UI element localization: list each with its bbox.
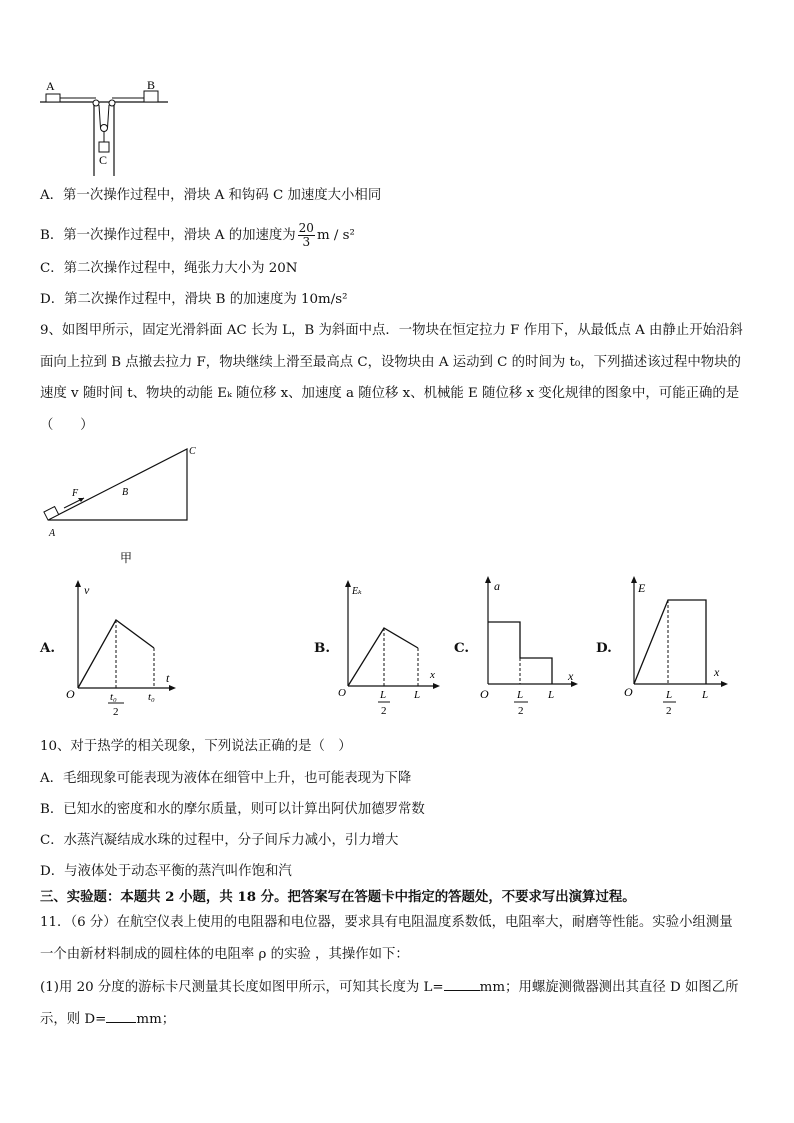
- weight-c: [99, 142, 109, 152]
- answer-blank-diameter[interactable]: [106, 1010, 136, 1023]
- q11-line-3-text-b: mm；用螺旋测微器测出其直径 D 如图乙所: [479, 980, 739, 995]
- label-b: B: [122, 487, 129, 498]
- pulley-moving: [101, 125, 108, 132]
- pulley-figure: [36, 78, 171, 178]
- y-label: a: [494, 579, 500, 593]
- label-f: F: [72, 488, 79, 499]
- tick-half-den: 2: [666, 705, 672, 717]
- y-label: Eₖ: [352, 586, 362, 597]
- graph-a: [62, 578, 187, 718]
- q8-option-d: D．第二次操作过程中，滑块 B 的加速度为 10m/s²: [40, 292, 348, 307]
- graph-a-option: A.: [40, 640, 56, 656]
- curve: [348, 628, 418, 686]
- origin-label: O: [66, 687, 75, 701]
- q8-option-b: [40, 222, 355, 249]
- answer-blank-length[interactable]: [444, 978, 480, 991]
- q11-line-3: [40, 978, 739, 997]
- q11-line-4: [40, 1010, 175, 1029]
- q8-option-b-text: B．第一次操作过程中，滑块 A 的加速度为: [40, 228, 296, 243]
- x-label: x: [714, 665, 720, 679]
- graph-b: [336, 578, 446, 718]
- block-a: [46, 94, 60, 102]
- label-c: C: [99, 153, 108, 167]
- curve: [634, 600, 706, 684]
- graph-c: [476, 574, 586, 718]
- fraction: [298, 222, 315, 249]
- q11-line-2: 一个由新材料制成的圆柱体的电阻率 ρ 的实验 ，其操作如下：: [40, 947, 409, 962]
- label-b: B: [147, 78, 156, 92]
- q11-line-4-text-b: mm；: [136, 1012, 176, 1027]
- origin-label: O: [338, 687, 346, 699]
- section-3-heading: 三、实验题：本题共 2 小题，共 18 分。把答案写在答题卡中指定的答题处，不要求写出演算过程。: [40, 889, 636, 905]
- graph-d-option: D.: [596, 640, 612, 656]
- q9-line-1: 9、如图甲所示，固定光滑斜面 AC 长为 L，B 为斜面中点．一物块在恒定拉力 F 作用下，从最低点 A 由静止开始沿斜: [40, 323, 743, 338]
- q9-line-2: 面向上拉到 B 点撤去拉力 F，物块继续上滑至最高点 C，设物块由 A 运动到 C 的时间为 t₀，下列描述该过程中物块的: [40, 355, 741, 370]
- block-b: [144, 91, 158, 102]
- tick-half-num: L: [666, 689, 673, 701]
- origin-label: O: [480, 687, 489, 701]
- x-label: t: [166, 671, 170, 685]
- q8-option-a: A．第一次操作过程中，滑块 A 和钩码 C 加速度大小相同: [40, 188, 382, 203]
- q9-line-3: 速度 v 随时间 t、物块的动能 Eₖ 随位移 x、加速度 a 随位移 x、机械能 E 随位移 x 变化规律的图象中，可能正确的是: [40, 386, 740, 401]
- tick-half-den: 2: [113, 706, 119, 718]
- pulley-left: [93, 100, 99, 106]
- q8-option-c: C．第二次操作过程中，绳张力大小为 20N: [40, 261, 298, 276]
- tick-full: L: [702, 689, 709, 701]
- y-label: v: [84, 583, 90, 597]
- q10-stem: 10、对于热学的相关现象，下列说法正确的是（ ）: [40, 739, 352, 754]
- q10-option-b: B．已知水的密度和水的摩尔质量，则可以计算出阿伏加德罗常数: [40, 802, 425, 817]
- block: [44, 507, 59, 520]
- q10-option-c: C．水蒸汽凝结成水珠的过程中，分子间斥力减小，引力增大: [40, 833, 399, 848]
- incline-triangle: [48, 449, 187, 520]
- fraction-numerator: 20: [298, 221, 314, 235]
- tick-half-num: t₀: [110, 691, 117, 703]
- tick-full: t₀: [148, 691, 155, 703]
- graph-d: [620, 574, 735, 718]
- tick-half-den: 2: [518, 705, 524, 717]
- y-label: E: [638, 581, 646, 595]
- incline-figure: [40, 440, 210, 570]
- q11-line-3-text-a: (1)用 20 分度的游标卡尺测量其长度如图甲所示，可知其长度为 L=: [40, 980, 444, 995]
- q9-line-4: （ ）: [40, 418, 94, 433]
- label-a: A: [49, 528, 56, 539]
- graph-b-option: B.: [314, 640, 330, 656]
- tick-full: L: [548, 689, 555, 701]
- label-c: C: [189, 446, 196, 457]
- unit: m / s²: [316, 228, 355, 243]
- graph-c-option: C.: [454, 640, 470, 656]
- x-label: x: [430, 669, 435, 681]
- tick-half-den: 2: [381, 705, 387, 717]
- q10-option-d: D．与液体处于动态平衡的蒸汽叫作饱和汽: [40, 864, 292, 879]
- fraction-denominator: 3: [302, 235, 311, 249]
- q11-line-4-text-a: 示，则 D=: [40, 1012, 107, 1027]
- tick-half-num: L: [517, 689, 524, 701]
- x-label: x: [568, 669, 574, 683]
- origin-label: O: [624, 685, 633, 699]
- pulley-right: [109, 100, 115, 106]
- tick-half-num: L: [380, 689, 387, 701]
- q10-option-a: A．毛细现象可能表现为液体在细管中上升，也可能表现为下降: [40, 771, 412, 786]
- q11-line-1: 11．（6 分）在航空仪表上使用的电阻器和电位器，要求具有电阻温度系数低，电阻率大，耐磨等性能。实验小组测量: [40, 915, 733, 930]
- figure-caption: 甲: [120, 551, 133, 565]
- label-a: A: [46, 79, 55, 93]
- tick-full: L: [414, 689, 421, 701]
